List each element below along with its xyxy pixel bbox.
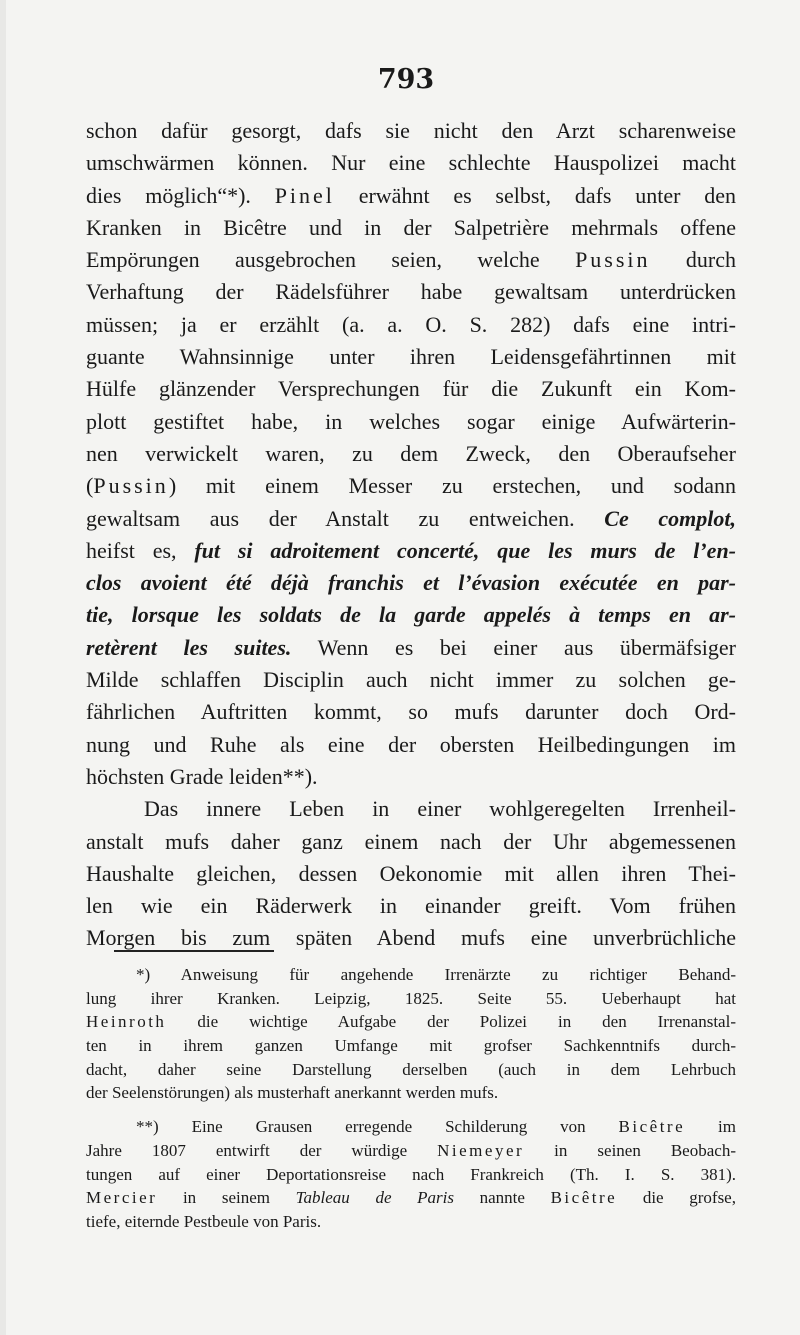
body-line: Hülfe glänzender Versprechungen für die Zukunft ein Kom- — [86, 376, 736, 402]
footnote-line: Jahre 1807 entwirft der würdige Niemeyer in seinen Beobach- — [86, 1140, 736, 1160]
footnote-line: **) Eine Grausen erregende Schilderung von Bicêtre im — [136, 1117, 736, 1137]
french-quote: Ce complot, — [604, 505, 736, 531]
body-line: dies möglich“*). Pinel erwähnt es selbst, dafs unter den — [86, 182, 736, 208]
name-heinroth: Heinroth — [86, 1012, 167, 1032]
body-line: clos avoient été déjà franchis et l’évasion exécutée en par- — [86, 570, 736, 596]
name-mercier: Mercier — [86, 1188, 158, 1208]
body-line: fährlichen Auftritten kommt, so mufs darunter doch Ord- — [86, 699, 736, 725]
name-bicetre: Bicêtre — [618, 1117, 686, 1137]
name-pussin: Pussin — [93, 473, 169, 499]
footnote-line: lung ihrer Kranken. Leipzig, 1825. Seite 55. Ueberhaupt hat — [86, 988, 736, 1008]
name-pinel: Pinel — [274, 182, 335, 208]
footnote-line: ten in ihrem ganzen Umfange mit grofser Sachkenntnifs durch- — [86, 1036, 736, 1056]
name-pussin: Pussin — [575, 247, 651, 273]
body-line: gewaltsam aus der Anstalt zu entweichen. Ce complot, — [86, 505, 736, 531]
body-line: schon dafür gesorgt, dafs sie nicht den Arzt scharenweise — [86, 118, 736, 143]
title-tableau: Tableau de Paris — [295, 1188, 454, 1208]
body-line: Empörungen ausgebrochen seien, welche Pussin durch — [86, 247, 737, 273]
name-bicetre: Bicêtre — [550, 1188, 618, 1208]
body-line: (Pussin) mit einem Messer zu erstechen, und sodann — [86, 473, 736, 499]
body-line: nen verwickelt waren, zu dem Zweck, den Oberaufseher — [86, 440, 736, 466]
body-line: Morgen bis zum späten Abend mufs eine unverbrüchliche — [86, 925, 736, 951]
body-line: len wie ein Räderwerk in einander greift. Vom frühen — [86, 893, 736, 919]
body-line: nung und Ruhe als eine der obersten Heilbedingungen im — [86, 731, 736, 757]
french-quote: fut si adroitement concerté, que les murs de l’en- — [194, 537, 737, 563]
body-line: höchsten Grade leiden**). — [86, 763, 318, 789]
footnote-line: tiefe, eiternde Pestbeule von Paris. — [86, 1211, 322, 1231]
body-line: heifst es, fut si adroitement concerté, que les murs de l’en- — [86, 537, 737, 563]
body-line: umschwärmen können. Nur eine schlechte Hauspolizei macht — [86, 150, 736, 176]
body-line: Milde schlaffen Disciplin auch nicht immer zu solchen ge- — [86, 667, 736, 693]
footnote-line: Heinroth die wichtige Aufgabe der Polizei in den Irrenanstal- — [86, 1012, 736, 1032]
body-line: tie, lorsque les soldats de la garde appelés à temps en ar- — [86, 602, 736, 628]
footnote-line: dacht, daher seine Darstellung derselben (auch in dem Lehrbuch — [86, 1059, 736, 1079]
body-line: Verhaftung der Rädelsführer habe gewaltsam unterdrücken — [86, 279, 736, 305]
paragraph-start: Das innere Leben in einer wohlgeregelten Irrenheil- — [144, 796, 736, 822]
body-text — [86, 115, 736, 955]
footnote-rule — [114, 950, 274, 952]
name-niemeyer: Niemeyer — [437, 1140, 525, 1160]
body-line: Haushalte gleichen, dessen Oekonomie mit allen ihren Thei- — [86, 860, 736, 886]
footnote-line: tungen auf einer Deportationsreise nach Frankreich (Th. I. S. 381). — [86, 1164, 736, 1184]
body-line: müssen; ja er erzählt (a. a. O. S. 282) dafs eine intri- — [86, 311, 736, 337]
body-line: guante Wahnsinnige unter ihren Leidensgefährtinnen mit — [86, 344, 736, 370]
footnote-line: der Seelenstörungen) als musterhaft anerkannt werden mufs. — [86, 1083, 499, 1103]
body-line: plott gestiftet habe, in welches sogar einige Aufwärterin- — [86, 408, 736, 434]
page-number: 793 — [377, 64, 435, 95]
footnote-line: *) Anweisung für angehende Irrenärzte zu richtiger Behand- — [136, 965, 736, 984]
body-line: anstalt mufs daher ganz einem nach der Uhr abgemessenen — [86, 828, 736, 854]
body-line: Kranken in Bicêtre und in der Salpetrière mehrmals offene — [86, 214, 736, 240]
footnote-line: Mercier in seinem Tableau de Paris nannte Bicêtre die grofse, — [86, 1188, 736, 1208]
footnotes — [86, 963, 736, 1234]
body-line: retèrent les suites. Wenn es bei einer aus übermäfsiger — [86, 634, 736, 660]
